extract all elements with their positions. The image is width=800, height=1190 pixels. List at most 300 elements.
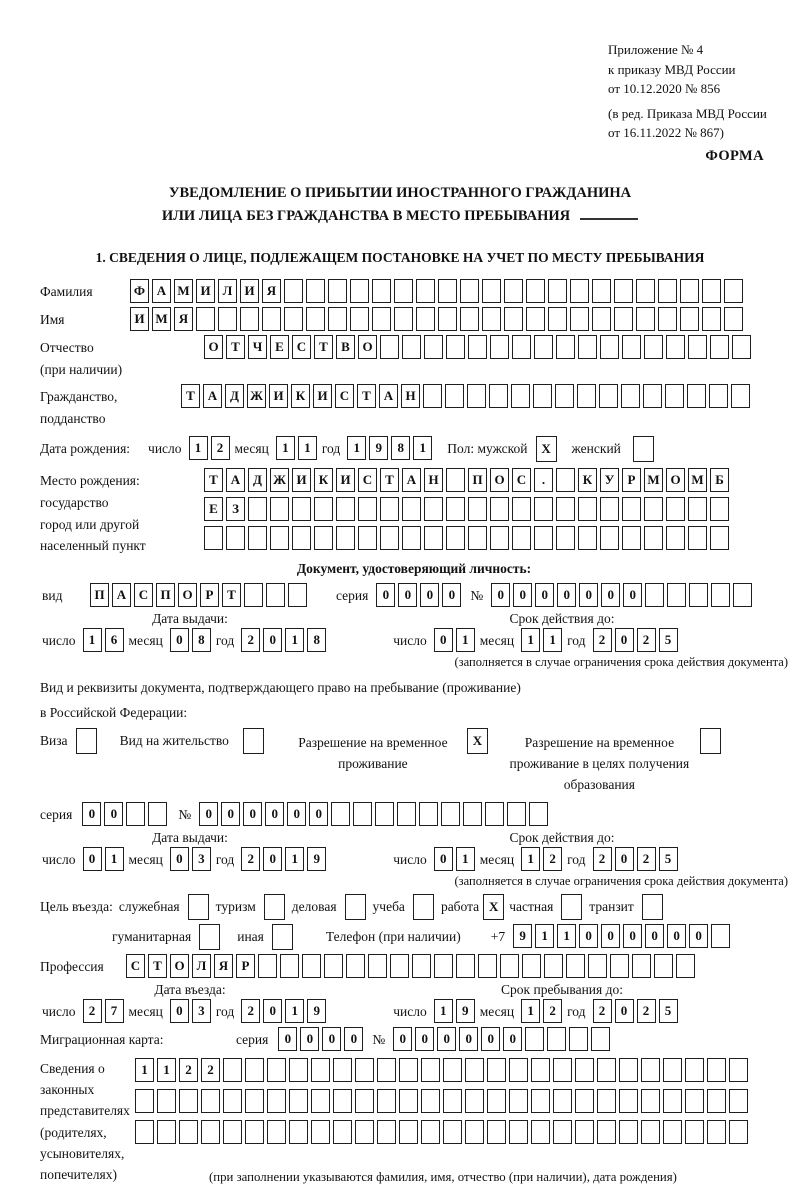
cell[interactable] xyxy=(201,1089,220,1113)
cell[interactable] xyxy=(600,526,619,550)
cell[interactable]: 9 xyxy=(369,436,388,460)
cell[interactable]: Д xyxy=(248,468,267,492)
cell[interactable]: 0 xyxy=(513,583,532,607)
cell[interactable] xyxy=(600,497,619,521)
cell[interactable] xyxy=(702,279,721,303)
cell[interactable]: 5 xyxy=(659,847,678,871)
cell[interactable] xyxy=(592,307,611,331)
surname-cells[interactable] xyxy=(130,279,746,303)
cell[interactable]: 3 xyxy=(192,999,211,1023)
cell[interactable] xyxy=(724,307,743,331)
cell[interactable] xyxy=(509,1120,528,1144)
cell[interactable] xyxy=(566,954,585,978)
permit-valid-year[interactable] xyxy=(593,847,681,871)
cell[interactable]: X xyxy=(483,894,504,920)
cell[interactable] xyxy=(622,497,641,521)
cell[interactable]: 8 xyxy=(391,436,410,460)
cell[interactable]: С xyxy=(358,468,377,492)
cell[interactable] xyxy=(500,954,519,978)
cell[interactable] xyxy=(248,497,267,521)
cell[interactable] xyxy=(270,526,289,550)
cell[interactable]: 1 xyxy=(285,628,304,652)
cell[interactable]: Ч xyxy=(248,335,267,359)
cell[interactable]: 1 xyxy=(521,999,540,1023)
cell[interactable] xyxy=(707,1089,726,1113)
cell[interactable]: Р xyxy=(200,583,219,607)
cell[interactable] xyxy=(377,1089,396,1113)
cell[interactable]: А xyxy=(226,468,245,492)
cell[interactable]: 2 xyxy=(543,847,562,871)
cell[interactable] xyxy=(402,526,421,550)
cell[interactable]: 2 xyxy=(211,436,230,460)
cell[interactable] xyxy=(644,335,663,359)
cell[interactable]: У xyxy=(600,468,619,492)
cell[interactable] xyxy=(443,1120,462,1144)
cell[interactable]: 2 xyxy=(593,847,612,871)
cell[interactable]: 0 xyxy=(263,999,282,1023)
cell[interactable] xyxy=(336,497,355,521)
cell[interactable]: 1 xyxy=(434,999,453,1023)
cell[interactable] xyxy=(421,1058,440,1082)
cell[interactable] xyxy=(311,1058,330,1082)
cell[interactable] xyxy=(482,279,501,303)
cell[interactable] xyxy=(512,497,531,521)
stay-year[interactable] xyxy=(593,999,681,1023)
cell[interactable]: 1 xyxy=(276,436,295,460)
cell[interactable] xyxy=(531,1120,550,1144)
cell[interactable]: 0 xyxy=(615,847,634,871)
cell[interactable] xyxy=(248,526,267,550)
citizenship-cells[interactable] xyxy=(181,384,753,408)
cell[interactable] xyxy=(456,954,475,978)
cell[interactable]: 2 xyxy=(83,999,102,1023)
cell[interactable]: 1 xyxy=(413,436,432,460)
cell[interactable]: 8 xyxy=(192,628,211,652)
cell[interactable]: 0 xyxy=(689,924,708,948)
cell[interactable]: Е xyxy=(270,335,289,359)
cell[interactable] xyxy=(223,1058,242,1082)
id-doc-valid-day[interactable] xyxy=(434,628,478,652)
cell[interactable]: С xyxy=(335,384,354,408)
purpose-humanitarian-checkbox[interactable] xyxy=(199,924,223,950)
cell[interactable] xyxy=(416,279,435,303)
cell[interactable] xyxy=(633,436,654,462)
cell[interactable] xyxy=(424,335,443,359)
cell[interactable] xyxy=(372,279,391,303)
id-doc-valid-month[interactable] xyxy=(521,628,565,652)
cell[interactable] xyxy=(289,1120,308,1144)
cell[interactable] xyxy=(419,802,438,826)
cell[interactable] xyxy=(272,924,293,950)
cell[interactable]: 5 xyxy=(659,628,678,652)
cell[interactable]: И xyxy=(240,279,259,303)
cell[interactable] xyxy=(421,1120,440,1144)
cell[interactable] xyxy=(490,526,509,550)
purpose-tourism-checkbox[interactable] xyxy=(264,894,288,920)
cell[interactable] xyxy=(544,954,563,978)
cell[interactable] xyxy=(729,1058,748,1082)
cell[interactable] xyxy=(421,1089,440,1113)
cell[interactable] xyxy=(600,335,619,359)
cell[interactable] xyxy=(314,497,333,521)
cell[interactable] xyxy=(636,279,655,303)
cell[interactable] xyxy=(258,954,277,978)
cell[interactable] xyxy=(654,954,673,978)
cell[interactable] xyxy=(666,497,685,521)
cell[interactable]: Ж xyxy=(247,384,266,408)
representatives-cells-row1[interactable] xyxy=(135,1058,751,1082)
cell[interactable] xyxy=(204,526,223,550)
cell[interactable] xyxy=(328,307,347,331)
cell[interactable] xyxy=(399,1089,418,1113)
cell[interactable] xyxy=(446,497,465,521)
cell[interactable]: 0 xyxy=(398,583,417,607)
cell[interactable]: Л xyxy=(192,954,211,978)
cell[interactable] xyxy=(245,1120,264,1144)
cell[interactable]: 0 xyxy=(221,802,240,826)
cell[interactable]: 0 xyxy=(434,628,453,652)
cell[interactable] xyxy=(223,1120,242,1144)
cell[interactable] xyxy=(663,1120,682,1144)
cell[interactable] xyxy=(710,526,729,550)
cell[interactable] xyxy=(687,384,706,408)
sex-female-checkbox[interactable] xyxy=(633,436,657,462)
cell[interactable]: 0 xyxy=(459,1027,478,1051)
cell[interactable] xyxy=(555,384,574,408)
cell[interactable] xyxy=(561,894,582,920)
cell[interactable] xyxy=(731,384,750,408)
cell[interactable] xyxy=(292,497,311,521)
cell[interactable]: 0 xyxy=(481,1027,500,1051)
cell[interactable] xyxy=(333,1089,352,1113)
cell[interactable] xyxy=(280,954,299,978)
cell[interactable]: Т xyxy=(314,335,333,359)
cell[interactable] xyxy=(707,1120,726,1144)
cell[interactable] xyxy=(663,1089,682,1113)
cell[interactable] xyxy=(487,1058,506,1082)
cell[interactable]: Я xyxy=(174,307,193,331)
cell[interactable] xyxy=(577,384,596,408)
birthplace-cells-row1[interactable] xyxy=(204,468,732,492)
cell[interactable] xyxy=(688,497,707,521)
id-doc-number-cells[interactable] xyxy=(491,583,755,607)
cell[interactable]: 0 xyxy=(615,999,634,1023)
cell[interactable]: 1 xyxy=(298,436,317,460)
cell[interactable]: П xyxy=(468,468,487,492)
cell[interactable] xyxy=(702,307,721,331)
cell[interactable]: Т xyxy=(148,954,167,978)
cell[interactable] xyxy=(157,1120,176,1144)
cell[interactable] xyxy=(302,954,321,978)
cell[interactable] xyxy=(534,497,553,521)
cell[interactable]: И xyxy=(292,468,311,492)
cell[interactable]: 1 xyxy=(535,924,554,948)
cell[interactable]: 1 xyxy=(189,436,208,460)
sex-male-checkbox[interactable] xyxy=(536,436,560,462)
cell[interactable] xyxy=(443,1089,462,1113)
cell[interactable] xyxy=(556,468,575,492)
cell[interactable] xyxy=(685,1089,704,1113)
cell[interactable]: 2 xyxy=(543,999,562,1023)
cell[interactable] xyxy=(534,335,553,359)
cell[interactable]: . xyxy=(534,468,553,492)
cell[interactable] xyxy=(244,583,263,607)
cell[interactable]: 1 xyxy=(521,847,540,871)
cell[interactable] xyxy=(688,335,707,359)
cell[interactable] xyxy=(487,1089,506,1113)
cell[interactable] xyxy=(148,802,167,826)
cell[interactable] xyxy=(267,1120,286,1144)
cell[interactable]: И xyxy=(130,307,149,331)
cell[interactable] xyxy=(397,802,416,826)
cell[interactable] xyxy=(245,1089,264,1113)
cell[interactable] xyxy=(179,1120,198,1144)
cell[interactable]: К xyxy=(578,468,597,492)
cell[interactable] xyxy=(314,526,333,550)
cell[interactable] xyxy=(485,802,504,826)
cell[interactable] xyxy=(358,526,377,550)
cell[interactable] xyxy=(729,1089,748,1113)
temp-residence-edu-checkbox[interactable] xyxy=(700,728,724,754)
cell[interactable]: 0 xyxy=(557,583,576,607)
cell[interactable] xyxy=(707,1058,726,1082)
cell[interactable] xyxy=(614,279,633,303)
cell[interactable] xyxy=(413,894,434,920)
cell[interactable]: 1 xyxy=(521,628,540,652)
cell[interactable]: 2 xyxy=(241,847,260,871)
cell[interactable] xyxy=(553,1058,572,1082)
cell[interactable] xyxy=(724,279,743,303)
cell[interactable]: 0 xyxy=(322,1027,341,1051)
cell[interactable] xyxy=(390,954,409,978)
cell[interactable] xyxy=(588,954,607,978)
cell[interactable]: 0 xyxy=(535,583,554,607)
cell[interactable]: 1 xyxy=(557,924,576,948)
cell[interactable] xyxy=(732,335,751,359)
cell[interactable] xyxy=(465,1089,484,1113)
cell[interactable] xyxy=(243,728,264,754)
cell[interactable] xyxy=(525,1027,544,1051)
cell[interactable]: Я xyxy=(262,279,281,303)
cell[interactable] xyxy=(372,307,391,331)
cell[interactable] xyxy=(641,1058,660,1082)
cell[interactable] xyxy=(522,954,541,978)
cell[interactable]: 8 xyxy=(307,628,326,652)
cell[interactable]: 2 xyxy=(241,999,260,1023)
cell[interactable]: 0 xyxy=(170,628,189,652)
cell[interactable] xyxy=(575,1089,594,1113)
cell[interactable] xyxy=(733,583,752,607)
cell[interactable]: 9 xyxy=(456,999,475,1023)
cell[interactable]: 0 xyxy=(623,924,642,948)
cell[interactable] xyxy=(547,1027,566,1051)
cell[interactable]: 0 xyxy=(243,802,262,826)
permit-number-cells[interactable] xyxy=(199,802,551,826)
cell[interactable] xyxy=(402,497,421,521)
cell[interactable] xyxy=(377,1058,396,1082)
cell[interactable]: А xyxy=(379,384,398,408)
cell[interactable] xyxy=(526,279,545,303)
cell[interactable] xyxy=(306,279,325,303)
cell[interactable] xyxy=(262,307,281,331)
migration-number-cells[interactable] xyxy=(393,1027,613,1051)
cell[interactable] xyxy=(226,526,245,550)
cell[interactable]: К xyxy=(314,468,333,492)
cell[interactable]: 7 xyxy=(105,999,124,1023)
cell[interactable]: Т xyxy=(226,335,245,359)
cell[interactable] xyxy=(610,954,629,978)
cell[interactable]: И xyxy=(269,384,288,408)
representatives-cells-row3[interactable] xyxy=(135,1120,751,1144)
cell[interactable] xyxy=(482,307,501,331)
cell[interactable]: А xyxy=(152,279,171,303)
cell[interactable] xyxy=(424,497,443,521)
cell[interactable]: 2 xyxy=(179,1058,198,1082)
cell[interactable] xyxy=(641,1089,660,1113)
cell[interactable] xyxy=(663,1058,682,1082)
cell[interactable] xyxy=(490,497,509,521)
cell[interactable] xyxy=(570,279,589,303)
cell[interactable]: О xyxy=(178,583,197,607)
cell[interactable] xyxy=(533,384,552,408)
cell[interactable]: 1 xyxy=(105,847,124,871)
cell[interactable] xyxy=(685,1120,704,1144)
cell[interactable]: 0 xyxy=(344,1027,363,1051)
cell[interactable]: С xyxy=(292,335,311,359)
cell[interactable] xyxy=(126,802,145,826)
id-doc-seria-cells[interactable] xyxy=(376,583,464,607)
cell[interactable]: 0 xyxy=(263,628,282,652)
cell[interactable] xyxy=(76,728,97,754)
cell[interactable] xyxy=(667,583,686,607)
cell[interactable]: 0 xyxy=(579,924,598,948)
cell[interactable]: 0 xyxy=(415,1027,434,1051)
cell[interactable] xyxy=(507,802,526,826)
cell[interactable] xyxy=(267,1089,286,1113)
cell[interactable]: 0 xyxy=(83,847,102,871)
cell[interactable] xyxy=(368,954,387,978)
cell[interactable]: 0 xyxy=(491,583,510,607)
cell[interactable]: 2 xyxy=(593,628,612,652)
phone-cells[interactable] xyxy=(513,924,733,948)
cell[interactable]: 2 xyxy=(637,999,656,1023)
purpose-transit-checkbox[interactable] xyxy=(642,894,666,920)
cell[interactable] xyxy=(336,526,355,550)
cell[interactable] xyxy=(622,526,641,550)
cell[interactable] xyxy=(157,1089,176,1113)
migration-seria-cells[interactable] xyxy=(278,1027,366,1051)
cell[interactable] xyxy=(597,1058,616,1082)
cell[interactable] xyxy=(644,526,663,550)
cell[interactable] xyxy=(700,728,721,754)
cell[interactable]: Т xyxy=(181,384,200,408)
cell[interactable] xyxy=(490,335,509,359)
cell[interactable] xyxy=(468,497,487,521)
stay-month[interactable] xyxy=(521,999,565,1023)
cell[interactable] xyxy=(465,1120,484,1144)
entry-year[interactable] xyxy=(241,999,329,1023)
id-doc-issue-day[interactable] xyxy=(83,628,127,652)
cell[interactable] xyxy=(460,279,479,303)
cell[interactable] xyxy=(240,307,259,331)
cell[interactable]: 2 xyxy=(201,1058,220,1082)
cell[interactable] xyxy=(680,279,699,303)
cell[interactable] xyxy=(512,526,531,550)
cell[interactable]: Д xyxy=(225,384,244,408)
cell[interactable]: В xyxy=(336,335,355,359)
cell[interactable] xyxy=(188,894,209,920)
purpose-work-checkbox[interactable] xyxy=(483,894,507,920)
cell[interactable] xyxy=(642,894,663,920)
cell[interactable] xyxy=(578,335,597,359)
cell[interactable] xyxy=(685,1058,704,1082)
cell[interactable] xyxy=(423,384,442,408)
cell[interactable] xyxy=(358,497,377,521)
cell[interactable]: 9 xyxy=(307,847,326,871)
cell[interactable] xyxy=(377,1120,396,1144)
cell[interactable]: Р xyxy=(236,954,255,978)
purpose-business-checkbox[interactable] xyxy=(345,894,369,920)
cell[interactable] xyxy=(311,1089,330,1113)
cell[interactable]: М xyxy=(152,307,171,331)
id-doc-type-cells[interactable] xyxy=(90,583,310,607)
cell[interactable] xyxy=(289,1089,308,1113)
cell[interactable]: 0 xyxy=(434,847,453,871)
cell[interactable] xyxy=(578,497,597,521)
cell[interactable] xyxy=(478,954,497,978)
cell[interactable]: Т xyxy=(380,468,399,492)
cell[interactable] xyxy=(529,802,548,826)
cell[interactable] xyxy=(689,583,708,607)
cell[interactable]: 1 xyxy=(456,847,475,871)
cell[interactable]: М xyxy=(644,468,663,492)
cell[interactable]: 0 xyxy=(601,583,620,607)
cell[interactable] xyxy=(621,384,640,408)
cell[interactable] xyxy=(468,335,487,359)
cell[interactable] xyxy=(632,954,651,978)
cell[interactable] xyxy=(350,307,369,331)
cell[interactable]: О xyxy=(204,335,223,359)
birthplace-cells-row3[interactable] xyxy=(204,526,732,550)
cell[interactable]: 1 xyxy=(285,847,304,871)
permit-seria-cells[interactable] xyxy=(82,802,170,826)
cell[interactable]: X xyxy=(536,436,557,462)
cell[interactable]: 3 xyxy=(192,847,211,871)
cell[interactable] xyxy=(380,526,399,550)
cell[interactable] xyxy=(399,1058,418,1082)
cell[interactable]: 0 xyxy=(309,802,328,826)
cell[interactable] xyxy=(504,307,523,331)
cell[interactable]: 0 xyxy=(170,999,189,1023)
cell[interactable]: М xyxy=(174,279,193,303)
cell[interactable] xyxy=(311,1120,330,1144)
cell[interactable] xyxy=(619,1089,638,1113)
cell[interactable] xyxy=(460,307,479,331)
cell[interactable] xyxy=(680,307,699,331)
cell[interactable]: А xyxy=(112,583,131,607)
cell[interactable]: Т xyxy=(204,468,223,492)
cell[interactable] xyxy=(645,583,664,607)
cell[interactable] xyxy=(468,526,487,550)
cell[interactable] xyxy=(264,894,285,920)
cell[interactable] xyxy=(569,1027,588,1051)
cell[interactable] xyxy=(465,1058,484,1082)
cell[interactable] xyxy=(666,526,685,550)
id-doc-issue-year[interactable] xyxy=(241,628,329,652)
purpose-other-checkbox[interactable] xyxy=(272,924,296,950)
cell[interactable]: О xyxy=(666,468,685,492)
cell[interactable] xyxy=(597,1120,616,1144)
